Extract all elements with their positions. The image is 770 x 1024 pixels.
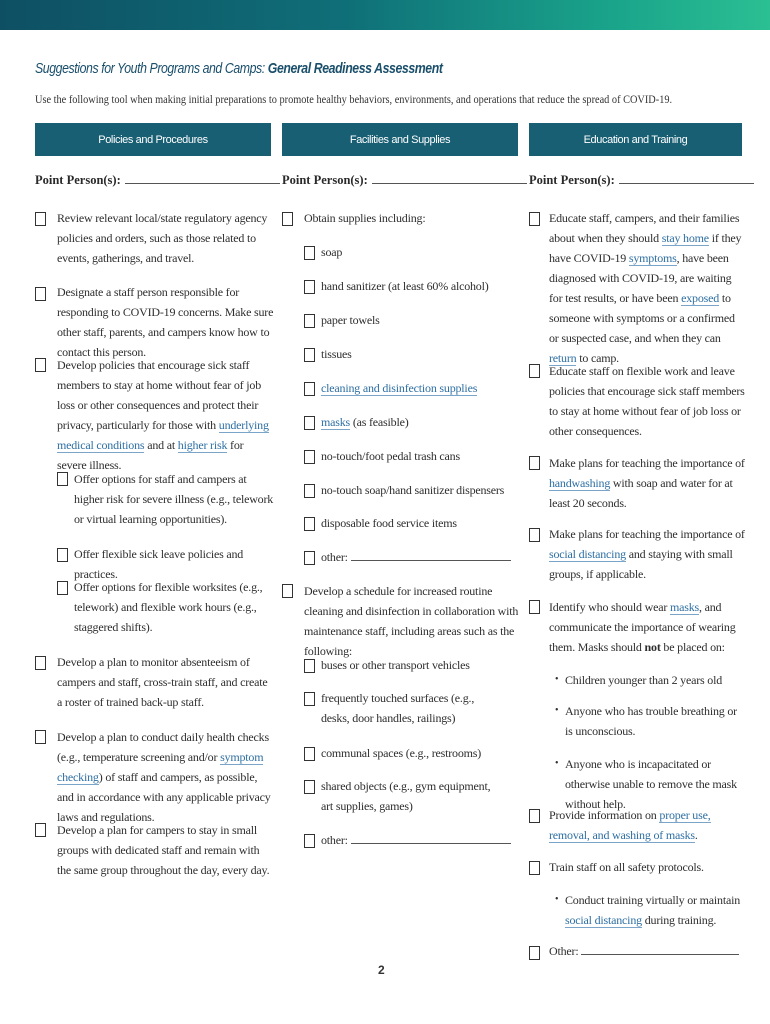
- point-person-education[interactable]: Point Person(s):: [529, 173, 754, 188]
- item-communal-spaces: communal spaces (e.g., restrooms): [321, 746, 482, 760]
- checkbox-obtain-supplies[interactable]: [282, 212, 293, 226]
- checkbox-cleaning-schedule[interactable]: [282, 584, 293, 598]
- link-underlying-conditions[interactable]: underlying medical conditions: [57, 418, 269, 452]
- column-heading-education: Education and Training: [529, 123, 742, 156]
- item-paper-towels: paper towels: [321, 313, 380, 327]
- checkbox-tissues[interactable]: [304, 348, 315, 362]
- link-mask-use[interactable]: proper use, removal, and washing of masks: [549, 808, 711, 842]
- intro-text: Use the following tool when making initial preparations to promote healthy behaviors, environments, and operations that reduce the spread of COVID-19.: [35, 92, 673, 106]
- item-review-policies: Review relevant local/state regulatory agency policies and orders, such as those related to events, gatherings, and travel.: [57, 211, 268, 265]
- item-small-groups: Develop a plan for campers to stay in small groups with dedicated staff and remain with the same group throughout the day, every day.: [57, 823, 270, 877]
- checkbox-sick-policies[interactable]: [35, 358, 46, 372]
- checkbox-designate-person[interactable]: [35, 287, 46, 301]
- checkbox-educate-stay-home[interactable]: [529, 212, 540, 226]
- bullet-trouble-breathing: • Anyone who has trouble breathing or is unconscious.: [565, 701, 745, 741]
- checkbox-communal-spaces[interactable]: [304, 747, 315, 761]
- checkbox-paper-towels[interactable]: [304, 314, 315, 328]
- page-title: Suggestions for Youth Programs and Camps: General Readiness Assessment: [35, 60, 443, 77]
- checkbox-touched-surfaces[interactable]: [304, 692, 315, 706]
- checkbox-sick-leave[interactable]: [57, 548, 68, 562]
- link-social-distancing[interactable]: social distancing: [549, 547, 626, 561]
- item-food-service: disposable food service items: [321, 516, 457, 530]
- link-social-distancing-training[interactable]: social distancing: [565, 913, 642, 927]
- bullet-children: • Children younger than 2 years old: [565, 670, 745, 690]
- checkbox-train-staff[interactable]: [529, 861, 540, 875]
- link-symptoms[interactable]: symptoms: [628, 251, 677, 265]
- item-tissues: tissues: [321, 347, 352, 361]
- item-buses: buses or other transport vehicles: [321, 658, 470, 672]
- item-obtain-supplies: Obtain supplies including:: [304, 211, 426, 225]
- item-train-staff: Train staff on all safety protocols.: [549, 860, 704, 874]
- column-heading-facilities: Facilities and Supplies: [282, 123, 518, 156]
- item-educate-stay-home: Educate staff, campers, and their families about when they should stay home if they have COVID-19 symptoms, have been diagnosed with COVID-19, are waiting for test results, or have been exposed to someone with symptoms or a confirmed or suspected case, and when they can return to camp.: [549, 211, 742, 365]
- checkbox-shared-objects[interactable]: [304, 780, 315, 794]
- item-other-supplies[interactable]: other:: [321, 547, 519, 567]
- checkbox-other-supplies[interactable]: [304, 551, 315, 565]
- checkbox-monitor-absenteeism[interactable]: [35, 656, 46, 670]
- bullet-virtual-training: • Conduct training virtually or maintain social distancing during training.: [565, 890, 745, 930]
- checkbox-small-groups[interactable]: [35, 823, 46, 837]
- bullet-incapacitated: • Anyone who is incapacitated or otherwise unable to remove the mask without help.: [565, 754, 745, 814]
- item-designate-person: Designate a staff person responsible for responding to COVID-19 concerns. Make sure other staff, parents, and campers know how to contact this person.: [57, 285, 274, 359]
- checkbox-buses[interactable]: [304, 659, 315, 673]
- page-number: 2: [378, 963, 385, 977]
- checkbox-dispensers[interactable]: [304, 484, 315, 498]
- point-person-facilities[interactable]: Point Person(s):: [282, 173, 527, 188]
- item-soap: soap: [321, 245, 343, 259]
- link-exposed[interactable]: exposed: [681, 291, 720, 305]
- link-stay-home[interactable]: stay home: [661, 231, 709, 245]
- item-cleaning-supplies: [321, 378, 519, 398]
- checkbox-other-training[interactable]: [529, 946, 540, 960]
- checkbox-other-areas[interactable]: [304, 834, 315, 848]
- item-flexible-worksites: Offer options for flexible worksites (e.g., telework) and flexible work hours (e.g., staggered shifts).: [74, 580, 263, 634]
- item-sick-policies: Develop policies that encourage sick staff members to stay at home without fear of job loss or other consequences and protect their privacy, particularly for those with underlying medical conditions and at higher risk for severe illness.: [57, 358, 269, 472]
- item-flexible-work: Educate staff on flexible work and leave policies that encourage sick staff members to stay at home without fear of job loss or other consequences.: [549, 364, 745, 438]
- item-sick-leave: Offer flexible sick leave policies and practices.: [74, 547, 244, 581]
- checkbox-flexible-worksites[interactable]: [57, 581, 68, 595]
- link-masks[interactable]: masks: [321, 415, 351, 429]
- item-wear-masks: Identify who should wear masks, and communicate the importance of wearing them. Masks should not be placed on:: [549, 600, 736, 654]
- link-higher-risk[interactable]: higher risk: [177, 438, 228, 452]
- checkbox-higher-risk-options[interactable]: [57, 472, 68, 486]
- link-handwashing[interactable]: handwashing: [549, 476, 611, 490]
- checkbox-trash-cans[interactable]: [304, 450, 315, 464]
- checkbox-cleaning-supplies[interactable]: [304, 382, 315, 396]
- checkbox-food-service[interactable]: [304, 517, 315, 531]
- checkbox-social-distancing[interactable]: [529, 528, 540, 542]
- item-other-areas[interactable]: other:: [321, 830, 519, 850]
- link-cleaning-supplies[interactable]: cleaning and disinfection supplies: [321, 381, 478, 395]
- link-return[interactable]: return: [549, 351, 577, 365]
- item-health-checks: Develop a plan to conduct daily health checks (e.g., temperature screening and/or symptom checking) of staff and campers, as possible, and in accordance with any applicable privacy laws and regulations.: [57, 730, 271, 824]
- item-cleaning-schedule: Develop a schedule for increased routine cleaning and disinfection in collaboration with maintenance staff, including areas such as the following:: [304, 584, 519, 658]
- item-trash-cans: no-touch/foot pedal trash cans: [321, 449, 460, 463]
- item-handwashing: Make plans for teaching the importance of handwashing with soap and water for at least 20 seconds.: [549, 456, 745, 510]
- checkbox-hand-sanitizer[interactable]: [304, 280, 315, 294]
- column-heading-policies: Policies and Procedures: [35, 123, 271, 156]
- checkbox-flexible-work[interactable]: [529, 364, 540, 378]
- item-social-distancing: Make plans for teaching the importance of social distancing and staying with small groups, if applicable.: [549, 527, 745, 581]
- item-higher-risk-options: Offer options for staff and campers at higher risk for severe illness (e.g., telework or virtual learning opportunities).: [74, 472, 274, 526]
- checkbox-mask-info[interactable]: [529, 809, 540, 823]
- checkbox-soap[interactable]: [304, 246, 315, 260]
- link-symptom-checking[interactable]: symptom checking: [57, 750, 264, 784]
- item-hand-sanitizer: hand sanitizer (at least 60% alcohol): [321, 279, 489, 293]
- link-masks-who[interactable]: masks: [669, 600, 699, 614]
- checkbox-health-checks[interactable]: [35, 730, 46, 744]
- checkbox-masks[interactable]: [304, 416, 315, 430]
- item-mask-info: Provide information on proper use, removal, and washing of masks.: [549, 808, 711, 842]
- top-banner: [0, 0, 770, 30]
- item-monitor-absenteeism: Develop a plan to monitor absenteeism of campers and staff, cross-train staff, and create a roster of trained back-up staff.: [57, 655, 268, 709]
- item-masks: masks (as feasible): [321, 415, 409, 429]
- item-touched-surfaces: frequently touched surfaces (e.g., desks, door handles, railings): [321, 691, 475, 725]
- item-dispensers: no-touch soap/hand sanitizer dispensers: [321, 483, 505, 497]
- checkbox-wear-masks[interactable]: [529, 600, 540, 614]
- point-person-policies[interactable]: Point Person(s):: [35, 173, 280, 188]
- item-shared-objects: shared objects (e.g., gym equipment, art supplies, games): [321, 779, 491, 813]
- checkbox-handwashing[interactable]: [529, 456, 540, 470]
- item-other-training[interactable]: Other:: [549, 941, 746, 961]
- checkbox-review-policies[interactable]: [35, 212, 46, 226]
